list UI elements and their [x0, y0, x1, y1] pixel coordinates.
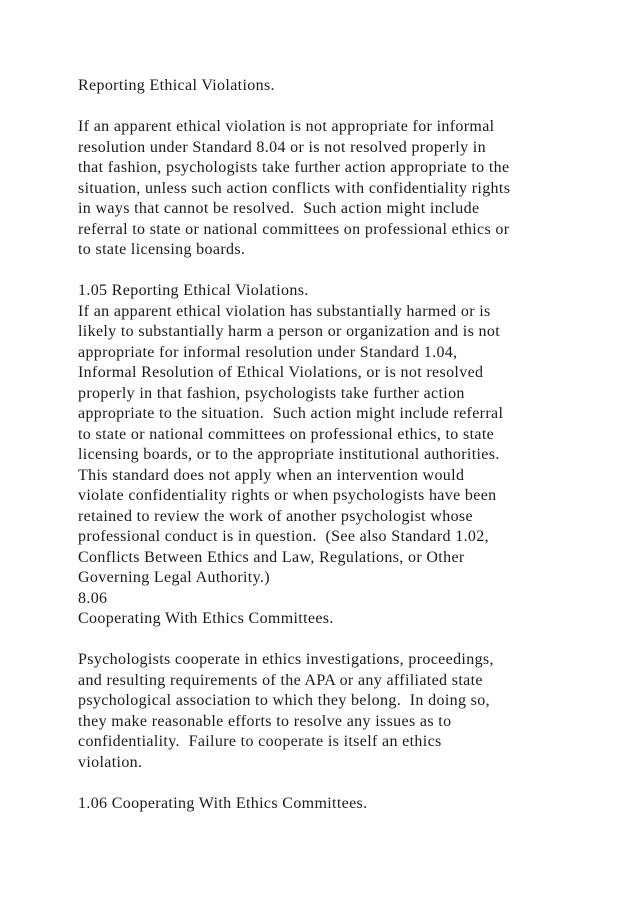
standard-number: 8.06 [78, 589, 108, 607]
text-line: Psychologists cooperate in ethics investigations, proceedings, [78, 651, 494, 668]
text-line: This standard does not apply when an intervention would [78, 466, 465, 484]
text-line: to state licensing boards. [78, 241, 246, 258]
document-page [78, 76, 623, 814]
text-line: violate confidentiality rights or when psychologists have been [78, 487, 497, 504]
text-line: they make reasonable efforts to resolve any issues as to [78, 712, 452, 730]
text-line: confidentiality. Failure to cooperate is itself an ethics [78, 733, 442, 750]
section-heading-cooperating: Cooperating With Ethics Committees. [78, 610, 334, 627]
text-line: and resulting requirements of the APA or any affiliated state [78, 671, 483, 689]
text-line: likely to substantially harm a person or organization and is not [78, 323, 501, 340]
text-line: professional conduct is in question. (See also Standard 1.02, [78, 528, 489, 545]
paragraph-reporting-804 [78, 117, 623, 261]
spacer [78, 630, 623, 651]
spacer [78, 261, 623, 282]
section-heading-106: 1.06 Cooperating With Ethics Committees. [78, 794, 368, 812]
text-line: appropriate to the situation. Such action might include referral [78, 405, 504, 422]
text-line: referral to state or national committees on professional ethics or [78, 220, 510, 238]
text-line: Informal Resolution of Ethical Violations, or is not resolved [78, 364, 484, 381]
text-line: If an apparent ethical violation has substantially harmed or is [78, 302, 491, 320]
text-line: that fashion, psychologists take further action appropriate to the [78, 159, 510, 176]
text-line: Governing Legal Authority.) [78, 569, 270, 586]
spacer [78, 773, 623, 794]
text-line: appropriate for informal resolution under Standard 1.04, [78, 343, 458, 361]
text-line: resolution under Standard 8.04 or is not resolved properly in [78, 138, 486, 156]
section-heading-reporting: Reporting Ethical Violations. [78, 77, 275, 94]
text-line: in ways that cannot be resolved. Such action might include [78, 200, 480, 217]
text-line: Conflicts Between Ethics and Law, Regulations, or Other [78, 548, 465, 566]
text-line: licensing boards, or to the appropriate institutional authorities. [78, 446, 500, 463]
text-line: to state or national committees on professional ethics, to state [78, 425, 495, 443]
paragraph-reporting-105 [78, 302, 623, 589]
section-heading-105: 1.05 Reporting Ethical Violations. [78, 282, 309, 299]
text-line: situation, unless such action conflicts with confidentiality rights [78, 179, 511, 197]
text-line: properly in that fashion, psychologists take further action [78, 384, 465, 402]
text-line: psychological association to which they belong. In doing so, [78, 692, 490, 709]
text-line: violation. [78, 753, 143, 771]
text-line: retained to review the work of another psychologist whose [78, 507, 473, 525]
text-line: If an apparent ethical violation is not appropriate for informal [78, 118, 495, 135]
spacer [78, 97, 623, 118]
paragraph-cooperating-806 [78, 650, 623, 773]
